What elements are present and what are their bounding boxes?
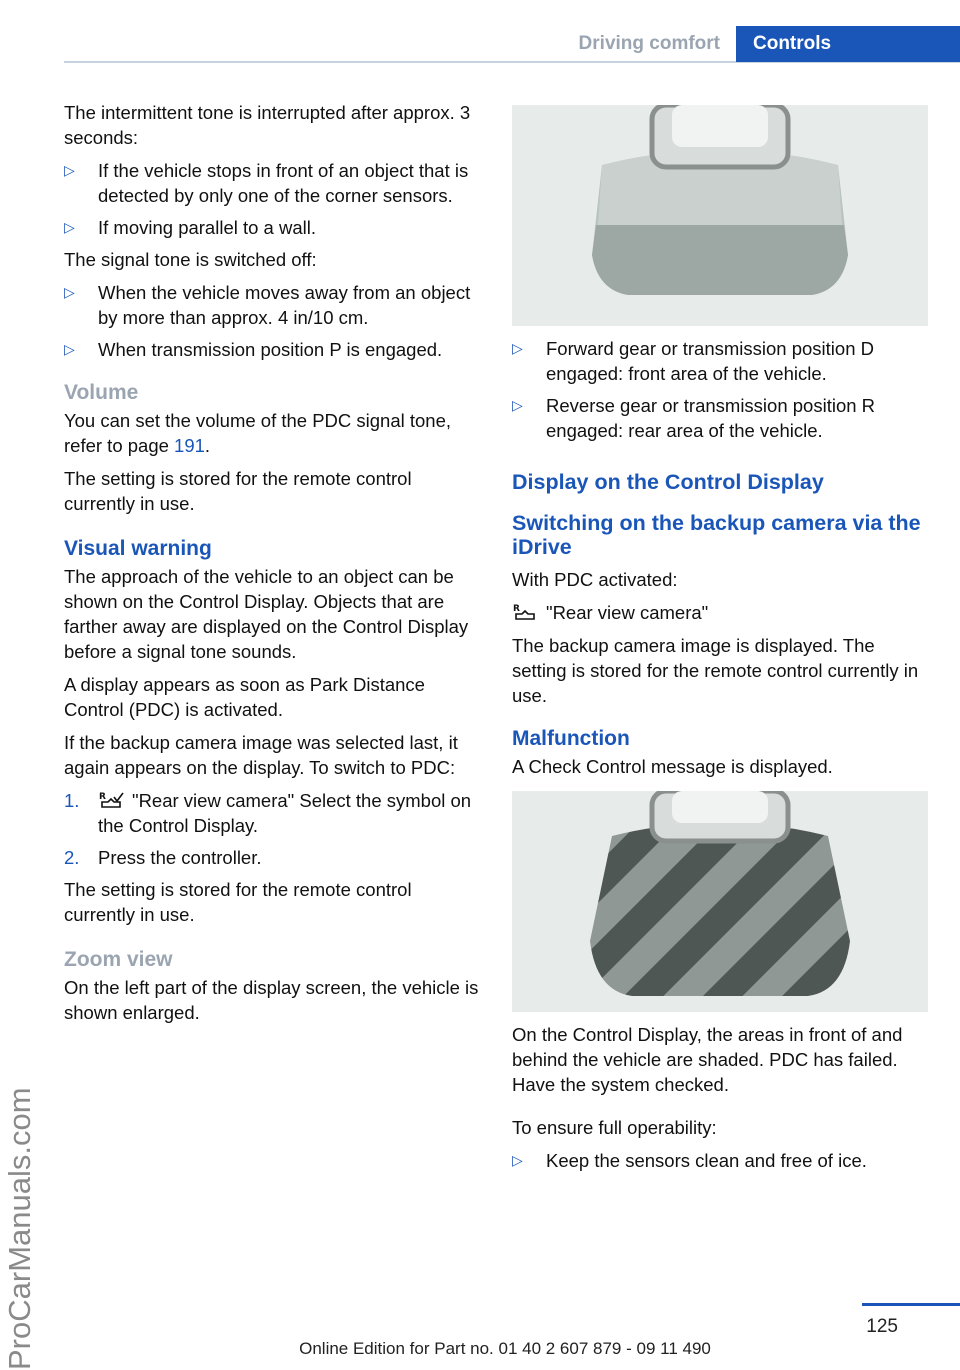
volume-paragraph: You can set the volume of the PDC signal tone, refer to page 191. <box>64 410 452 456</box>
rear-view-camera-line: R "Rear view camera" <box>513 602 709 623</box>
right-column <box>512 105 930 1180</box>
step-item: 1. R "Rear view camera" Select the symbol on the Control Display. <box>64 790 472 836</box>
list-item: ▷ When transmission position P is engaged. <box>64 339 443 360</box>
volume-stored-paragraph: The setting is stored for the remote control currently in use. <box>64 468 412 514</box>
visual-paragraph-2: A display appears as soon as Park Distance Control (PDC) is activated. <box>64 674 425 720</box>
camera-heading: Switching on the backup camera via the iDrive <box>512 511 921 559</box>
shaded-paragraph: On the Control Display, the areas in front of and behind the vehicle are shaded. PDC has failed. Have the system checked. <box>512 1024 903 1095</box>
visual-paragraph-3: If the backup camera image was selected last, it again appears on the display. To switch to PDC: <box>64 732 458 778</box>
triangle-bullet-icon: ▷ <box>512 340 523 356</box>
pdc-display-illustration <box>512 105 928 326</box>
pdc-failed-illustration <box>512 791 928 1012</box>
gear-list <box>512 336 930 443</box>
triangle-bullet-icon: ▷ <box>64 341 75 357</box>
chapter-tab: Controls <box>736 26 960 62</box>
section-title: Driving comfort <box>578 33 720 54</box>
page-reference-link[interactable]: 191 <box>174 435 205 456</box>
watermark: ProCarManuals.com <box>2 1087 37 1370</box>
malfunction-heading: Malfunction <box>512 727 630 750</box>
camera-paragraph: The backup camera image is displayed. The setting is stored for the remote control currently in use. <box>512 635 919 706</box>
list-item: ▷ If the vehicle stops in front of an object that is detected by only one of the corner sensors. <box>64 160 469 206</box>
switched-off-list <box>64 280 482 362</box>
steps-stored-paragraph: The setting is stored for the remote control currently in use. <box>64 879 412 925</box>
pdc-zoom-figure <box>512 105 928 326</box>
svg-text:R: R <box>513 604 520 614</box>
with-pdc-paragraph: With PDC activated: <box>512 569 678 590</box>
triangle-bullet-icon: ▷ <box>512 397 523 413</box>
step-item: 2. Press the controller. <box>64 847 262 868</box>
list-item: ▷ Reverse gear or transmission position R engaged: rear area of the vehicle. <box>512 395 876 441</box>
step-number: 2. <box>64 847 80 868</box>
zoom-view-heading: Zoom view <box>64 948 173 971</box>
volume-heading: Volume <box>64 381 139 404</box>
triangle-bullet-icon: ▷ <box>64 284 75 300</box>
ensure-paragraph: To ensure full operability: <box>512 1117 717 1138</box>
list-item: ▷ Keep the sensors clean and free of ice. <box>512 1150 867 1171</box>
zoom-paragraph: On the left part of the display screen, the vehicle is shown enlarged. <box>64 977 479 1023</box>
list-item: ▷ Forward gear or transmission position D engaged: front area of the vehicle. <box>512 338 874 384</box>
edition-footer: Online Edition for Part no. 01 40 2 607 879 - 09 11 490 <box>299 1339 711 1358</box>
left-column <box>64 100 482 1033</box>
interrupt-list <box>64 158 482 240</box>
rear-view-camera-icon <box>98 790 124 810</box>
intro-paragraph: The intermittent tone is interrupted after approx. 3 seconds: <box>64 102 471 148</box>
triangle-bullet-icon: ▷ <box>64 162 75 178</box>
rear-view-camera-icon <box>512 602 538 622</box>
page-number: 125 <box>866 1316 898 1337</box>
list-item: ▷ If moving parallel to a wall. <box>64 217 316 238</box>
triangle-bullet-icon: ▷ <box>512 1152 523 1168</box>
display-heading: Display on the Control Display <box>512 470 824 494</box>
footer-rule <box>862 1303 960 1306</box>
pdc-failed-figure <box>512 791 928 1012</box>
sensor-care-list <box>512 1148 930 1173</box>
list-item: ▷ When the vehicle moves away from an object by more than approx. 4 in/10 cm. <box>64 282 471 328</box>
malfunction-paragraph: A Check Control message is displayed. <box>512 756 833 777</box>
svg-text:R: R <box>99 792 106 802</box>
visual-paragraph-1: The approach of the vehicle to an object can be shown on the Control Display. Objects that are farther away are displayed on the Control Display before a signal tone sounds. <box>64 566 469 662</box>
switched-off-paragraph: The signal tone is switched off: <box>64 249 317 270</box>
steps-list <box>64 788 482 870</box>
step-number: 1. <box>64 790 80 811</box>
triangle-bullet-icon: ▷ <box>64 219 75 235</box>
visual-warning-heading: Visual warning <box>64 537 212 560</box>
